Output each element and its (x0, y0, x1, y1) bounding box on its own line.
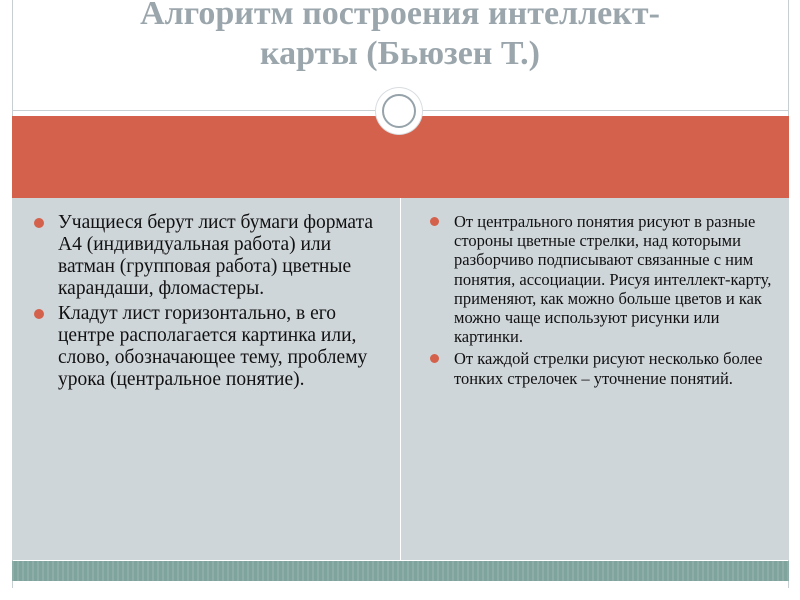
list-item-text: Учащиеся берут лист бумаги формата А4 (индивидуальная работа) или ватман (групповая работа) цветные карандаши, фломастеры. (58, 212, 373, 299)
footer-band (12, 561, 789, 581)
list-item-text: От центрального понятия рисуют в разные стороны цветные стрелки, над которыми разборчиво подписывают связанные с ним понятия, ассоциации. Рисуя интеллект-карту, применяют, как можно больше цветов и как можно чаще используют рисунки или картинки. (454, 212, 772, 347)
list-item (426, 212, 781, 346)
list-item (426, 349, 781, 387)
list-item (30, 303, 390, 391)
bullet-dot-icon (34, 218, 44, 228)
left-column (30, 212, 390, 394)
ring-icon (382, 94, 416, 128)
column-divider (400, 198, 401, 560)
right-column (426, 212, 781, 391)
list-item-text: Кладут лист горизонтально, в его центре располагается картинка или, слово, обозначающее тему, проблему урока (центральное понятие). (58, 303, 368, 390)
footer-stripes (12, 561, 789, 581)
list-item (30, 212, 390, 300)
list-item-text: От каждой стрелки рисуют несколько более тонких стрелочек – уточнение понятий. (454, 349, 763, 388)
bullet-dot-icon (430, 217, 439, 226)
bullet-dot-icon (430, 354, 439, 363)
title-line-1: Алгоритм построения интеллект- (140, 0, 660, 32)
slide-title (0, 0, 800, 74)
title-line-2: карты (Бьюзен Т.) (260, 35, 540, 72)
bullet-dot-icon (34, 309, 44, 319)
circle-ornament-icon (376, 88, 422, 134)
